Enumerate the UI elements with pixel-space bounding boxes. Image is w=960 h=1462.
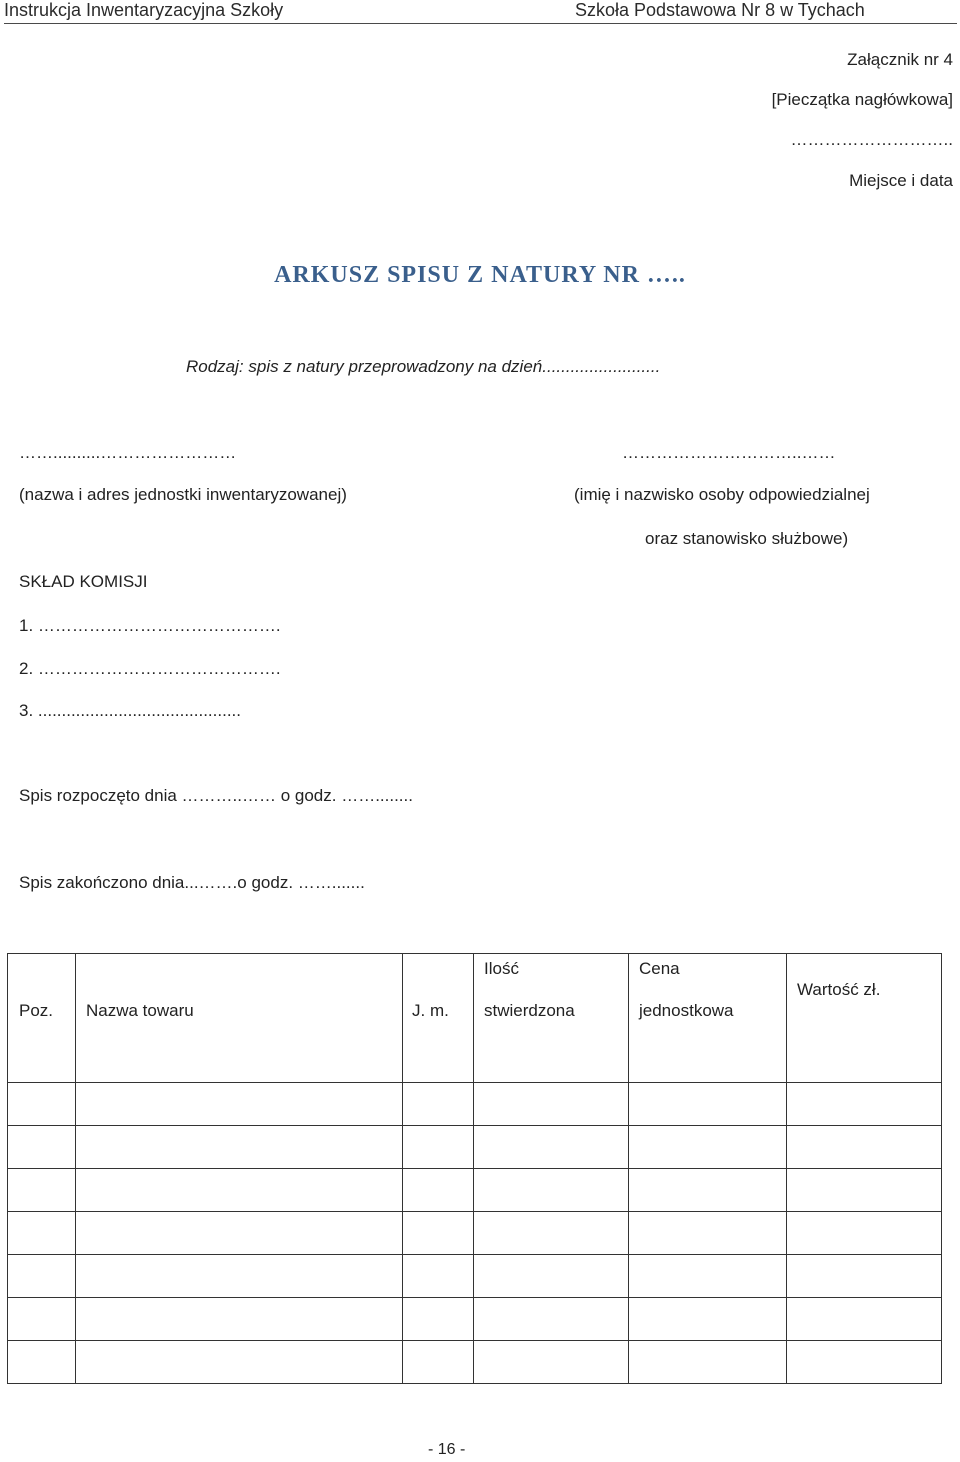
stamp-placeholder: [Pieczątka nagłówkowa]	[771, 90, 953, 109]
col-price-label-1: Cena	[639, 959, 680, 978]
table-row	[8, 1341, 942, 1384]
table-row	[8, 1255, 942, 1298]
unit-dots: ……..........……………………	[19, 443, 237, 462]
header-divider	[4, 23, 957, 24]
col-header-unit	[403, 954, 474, 1083]
table-row	[8, 1083, 942, 1126]
place-date-label: Miejsce i data	[849, 171, 953, 190]
col-quantity-label-1: Ilość	[484, 959, 519, 978]
commission-member-2: 2. …………………………………….	[19, 659, 281, 678]
date-dots: ………………………..	[790, 130, 953, 149]
commission-member-1: 1. …………………………………….	[19, 616, 281, 635]
col-price-label-2: jednostkowa	[639, 1001, 734, 1020]
table-row	[8, 1212, 942, 1255]
document-title: ARKUSZ SPISU Z NATURY NR …..	[274, 262, 686, 288]
col-header-quantity	[474, 954, 629, 1083]
table-row	[8, 1169, 942, 1212]
header-left: Instrukcja Inwentaryzacyjna Szkoły	[4, 0, 284, 20]
table-header-row	[8, 954, 942, 1083]
col-header-value	[787, 954, 942, 1083]
commission-member-3: 3. ...........................................	[19, 701, 241, 720]
person-label-line2: oraz stanowisko służbowe)	[645, 529, 849, 548]
person-label-line1: (imię i nazwisko osoby odpowiedzialnej	[574, 485, 870, 504]
col-header-position	[8, 954, 76, 1083]
inventory-table	[7, 953, 942, 1384]
person-dots: …………………………..……	[622, 443, 836, 462]
unit-label: (nazwa i adres jednostki inwentaryzowanej)	[19, 485, 347, 504]
col-quantity-label-2: stwierdzona	[484, 1001, 575, 1020]
header-right: Szkoła Podstawowa Nr 8 w Tychach	[575, 0, 865, 20]
col-value-label: Wartość zł.	[797, 980, 881, 999]
start-line: Spis rozpoczęto dnia ………..…… o godz. ……........	[19, 786, 413, 805]
end-line: Spis zakończono dnia...…….o godz. …….......	[19, 873, 365, 892]
table-row	[8, 1298, 942, 1341]
col-unit-label: J. m.	[412, 1001, 449, 1020]
col-header-name	[76, 954, 403, 1083]
page-number: - 16 -	[428, 1441, 466, 1458]
col-header-price	[629, 954, 787, 1083]
table-row	[8, 1126, 942, 1169]
col-name-label: Nazwa towaru	[86, 1001, 194, 1020]
col-position-label: Poz.	[19, 1001, 54, 1020]
attachment-label: Załącznik nr 4	[847, 50, 953, 69]
commission-heading: SKŁAD KOMISJI	[19, 572, 148, 591]
inventory-kind: Rodzaj: spis z natury przeprowadzony na dzień.........................	[186, 357, 661, 376]
